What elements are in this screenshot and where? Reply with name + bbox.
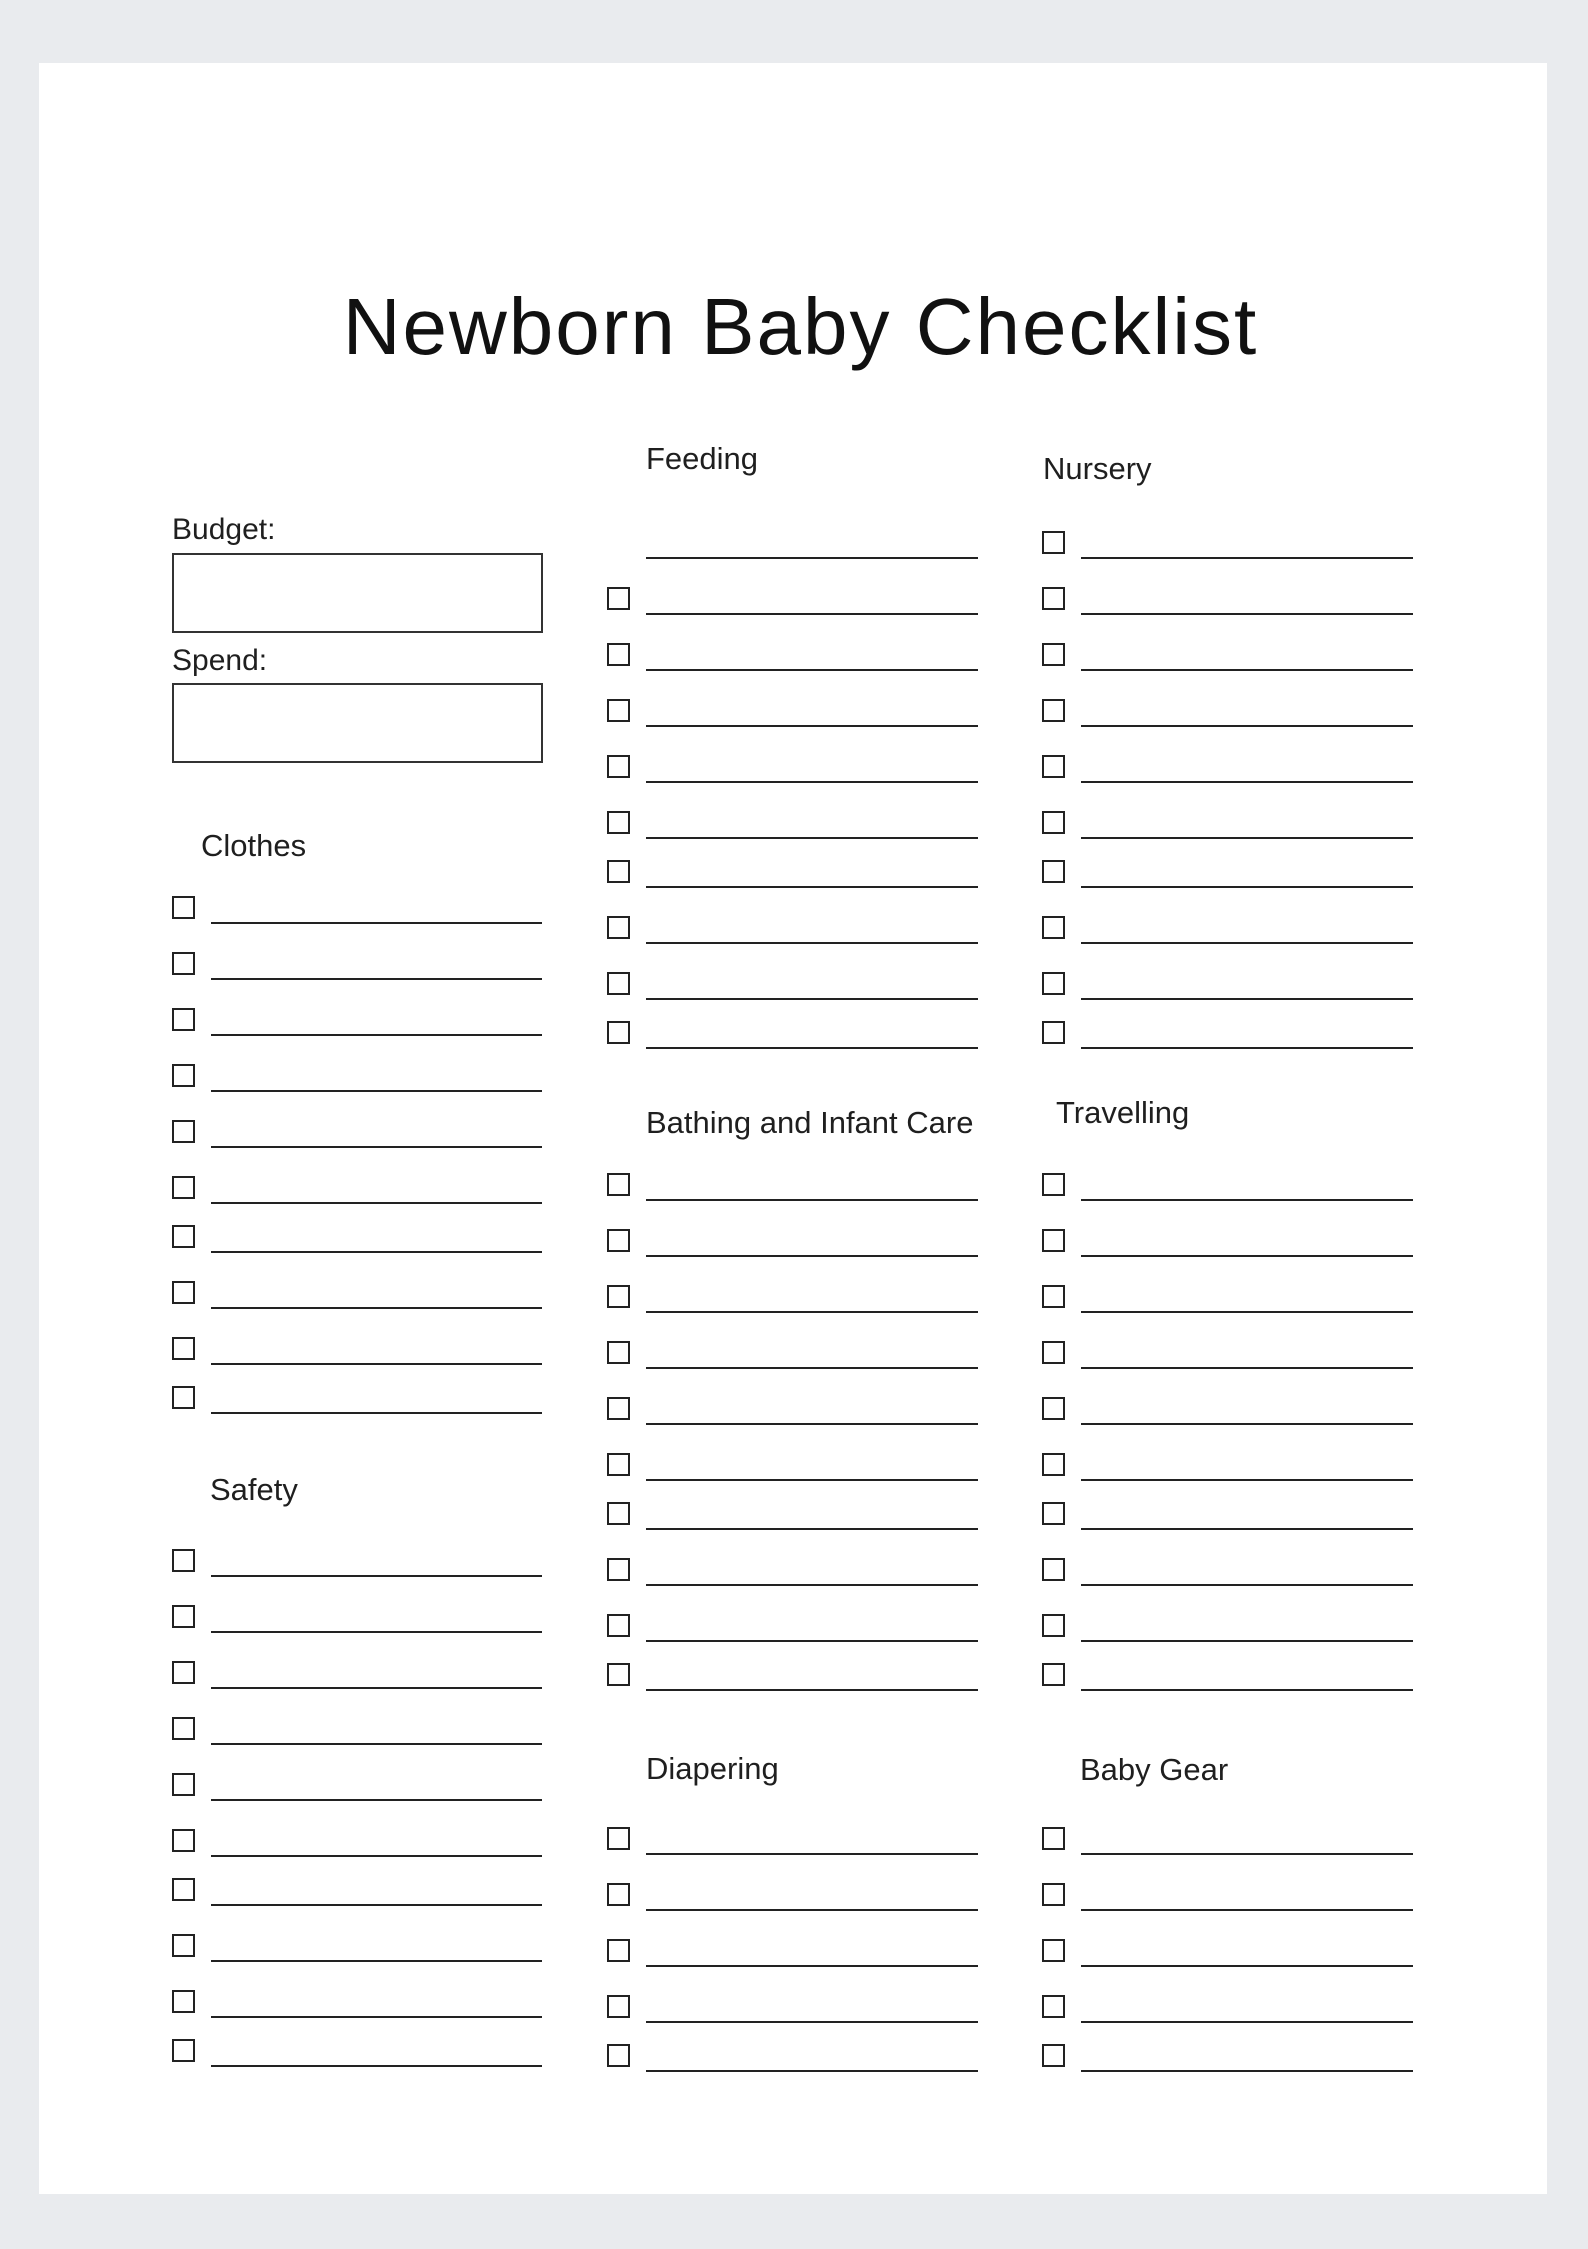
checklist-item [607, 1663, 978, 1695]
checkbox-icon[interactable] [172, 1281, 195, 1304]
checkbox-icon[interactable] [172, 1990, 195, 2013]
write-in-line[interactable] [211, 1631, 542, 1633]
checkbox-icon[interactable] [1042, 1502, 1065, 1525]
write-in-line[interactable] [646, 669, 978, 671]
write-in-line[interactable] [1081, 2021, 1413, 2023]
checklist-item [607, 1939, 978, 1971]
checkbox-icon[interactable] [172, 1064, 195, 1087]
checklist-item [1042, 1453, 1413, 1485]
checkbox-icon[interactable] [607, 1663, 630, 1686]
checklist-item [172, 1829, 542, 1861]
budget-label: Budget: [172, 513, 276, 546]
checklist-item [607, 643, 978, 675]
checkbox-icon[interactable] [607, 1502, 630, 1525]
checkbox-icon[interactable] [607, 587, 630, 610]
checkbox-icon[interactable] [607, 1285, 630, 1308]
checklist-item [1042, 1502, 1413, 1534]
checkbox-icon[interactable] [607, 1173, 630, 1196]
write-in-line[interactable] [646, 1479, 978, 1481]
checklist-item [607, 972, 978, 1004]
checklist-item [172, 1337, 542, 1369]
checkbox-icon[interactable] [172, 1773, 195, 1796]
write-in-line[interactable] [1081, 725, 1413, 727]
checkbox-icon[interactable] [1042, 1021, 1065, 1044]
checkbox-icon[interactable] [1042, 1229, 1065, 1252]
write-in-line[interactable] [1081, 613, 1413, 615]
checklist-item [1042, 1341, 1413, 1373]
checklist-item [1042, 1558, 1413, 1590]
write-in-line[interactable] [646, 557, 978, 559]
checkbox-icon[interactable] [1042, 1614, 1065, 1637]
checklist-item [607, 1341, 978, 1373]
write-in-line[interactable] [1081, 1479, 1413, 1481]
checkbox-icon[interactable] [172, 952, 195, 975]
checkbox-icon[interactable] [1042, 755, 1065, 778]
write-in-line[interactable] [1081, 942, 1413, 944]
section-heading-diapering: Diapering [646, 1751, 779, 1786]
checklist-item [1042, 531, 1413, 563]
checklist-item [1042, 1021, 1413, 1053]
section-heading-baby-gear: Baby Gear [1080, 1752, 1229, 1787]
write-in-line[interactable] [646, 886, 978, 888]
checklist-item [172, 1281, 542, 1313]
write-in-line[interactable] [646, 725, 978, 727]
checkbox-icon[interactable] [172, 1934, 195, 1957]
checkbox-icon[interactable] [607, 1021, 630, 1044]
write-in-line[interactable] [1081, 1255, 1413, 1257]
checkbox-icon[interactable] [172, 1661, 195, 1684]
checklist-item [607, 916, 978, 948]
write-in-line[interactable] [646, 1909, 978, 1911]
write-in-line[interactable] [211, 1799, 542, 1801]
checkbox-icon[interactable] [172, 1549, 195, 1572]
checklist-item [607, 1827, 978, 1859]
checklist-item [1042, 811, 1413, 843]
checkbox-icon[interactable] [1042, 1995, 1065, 2018]
write-in-line[interactable] [646, 1528, 978, 1530]
write-in-line[interactable] [211, 1412, 542, 1414]
write-in-line[interactable] [646, 1689, 978, 1691]
write-in-line[interactable] [1081, 669, 1413, 671]
write-in-line[interactable] [1081, 1199, 1413, 1201]
write-in-line[interactable] [211, 1146, 542, 1148]
checkbox-icon[interactable] [1042, 587, 1065, 610]
write-in-line[interactable] [646, 1199, 978, 1201]
checkbox-icon[interactable] [172, 1008, 195, 1031]
checkbox-icon[interactable] [607, 1229, 630, 1252]
checkbox-icon[interactable] [607, 1614, 630, 1637]
write-in-line[interactable] [1081, 1584, 1413, 1586]
checklist-item [1042, 972, 1413, 1004]
checklist-item [1042, 1173, 1413, 1205]
checklist-item [172, 1878, 542, 1910]
write-in-line[interactable] [211, 1090, 542, 1092]
write-in-line[interactable] [1081, 1367, 1413, 1369]
checklist-item [172, 1605, 542, 1637]
write-in-line[interactable] [211, 2016, 542, 2018]
checkbox-icon[interactable] [607, 643, 630, 666]
checklist-item [1042, 643, 1413, 675]
spend-label: Spend: [172, 644, 268, 677]
checklist-item [607, 1502, 978, 1534]
write-in-line[interactable] [646, 1853, 978, 1855]
checklist-page [39, 63, 1547, 2194]
checkbox-icon[interactable] [172, 896, 195, 919]
write-in-line[interactable] [1081, 1640, 1413, 1642]
write-in-line[interactable] [646, 781, 978, 783]
checklist-item [172, 1386, 542, 1418]
checklist-item [172, 1064, 542, 1096]
write-in-line[interactable] [211, 1687, 542, 1689]
section-heading-travelling: Travelling [1056, 1095, 1190, 1130]
checkbox-icon[interactable] [607, 1341, 630, 1364]
checklist-item [1042, 1229, 1413, 1261]
checklist-item [607, 1021, 978, 1053]
write-in-line[interactable] [1081, 1909, 1413, 1911]
spend-field[interactable] [172, 683, 543, 763]
write-in-line[interactable] [211, 978, 542, 980]
checklist-item [607, 860, 978, 892]
checkbox-icon[interactable] [172, 1386, 195, 1409]
checklist-item [172, 1934, 542, 1966]
checkbox-icon[interactable] [1042, 1173, 1065, 1196]
checkbox-icon[interactable] [172, 1337, 195, 1360]
checklist-item [607, 1229, 978, 1261]
checkbox-icon[interactable] [607, 2044, 630, 2067]
checklist-item [607, 1285, 978, 1317]
checklist-item [607, 1397, 978, 1429]
checklist-item [1042, 1397, 1413, 1429]
write-in-line[interactable] [646, 998, 978, 1000]
write-in-line[interactable] [646, 1047, 978, 1049]
section-heading-bathing: Bathing and Infant Care [646, 1105, 974, 1140]
write-in-line[interactable] [1081, 1528, 1413, 1530]
checkbox-icon[interactable] [607, 972, 630, 995]
checkbox-icon[interactable] [172, 2039, 195, 2062]
checkbox-icon[interactable] [607, 1939, 630, 1962]
write-in-line[interactable] [211, 1034, 542, 1036]
checklist-item [607, 1614, 978, 1646]
checklist-item [607, 1883, 978, 1915]
write-in-line[interactable] [646, 2021, 978, 2023]
write-in-line[interactable] [1081, 1689, 1413, 1691]
checklist-item [172, 1990, 542, 2022]
write-in-line[interactable] [646, 942, 978, 944]
write-in-line[interactable] [646, 1367, 978, 1369]
checklist-item [172, 1773, 542, 1805]
checkbox-icon[interactable] [607, 1883, 630, 1906]
write-in-line[interactable] [646, 1311, 978, 1313]
write-in-line[interactable] [1081, 998, 1413, 1000]
checkbox-icon[interactable] [607, 699, 630, 722]
write-in-line[interactable] [211, 1307, 542, 1309]
checklist-item [607, 699, 978, 731]
checkbox-icon[interactable] [1042, 531, 1065, 554]
checklist-item [1042, 1285, 1413, 1317]
write-in-line[interactable] [211, 1904, 542, 1906]
write-in-line[interactable] [211, 1575, 542, 1577]
checkbox-icon[interactable] [1042, 860, 1065, 883]
checkbox-icon[interactable] [1042, 699, 1065, 722]
section-heading-safety: Safety [210, 1472, 298, 1507]
write-in-line[interactable] [646, 837, 978, 839]
checkbox-icon[interactable] [1042, 1827, 1065, 1850]
checkbox-icon[interactable] [1042, 1341, 1065, 1364]
checkbox-icon[interactable] [172, 1605, 195, 1628]
checkbox-icon[interactable] [1042, 1663, 1065, 1686]
checklist-item [1042, 1827, 1413, 1859]
checklist-item [172, 1225, 542, 1257]
checkbox-icon[interactable] [1042, 1453, 1065, 1476]
checklist-item [172, 1717, 542, 1749]
checkbox-icon[interactable] [172, 1878, 195, 1901]
checklist-item [1042, 699, 1413, 731]
checklist-item [1042, 1939, 1413, 1971]
checklist-item [172, 896, 542, 928]
checkbox-icon[interactable] [172, 1717, 195, 1740]
checklist-item [1042, 860, 1413, 892]
checklist-item [172, 1549, 542, 1581]
write-in-line[interactable] [646, 1255, 978, 1257]
section-heading-nursery: Nursery [1043, 451, 1152, 486]
checkbox-icon[interactable] [1042, 643, 1065, 666]
checkbox-icon[interactable] [607, 916, 630, 939]
checklist-item [607, 2044, 978, 2076]
write-in-line[interactable] [211, 1202, 542, 1204]
checkbox-icon[interactable] [1042, 1285, 1065, 1308]
checkbox-icon[interactable] [607, 1397, 630, 1420]
write-in-line[interactable] [646, 1965, 978, 1967]
checkbox-icon[interactable] [607, 860, 630, 883]
checkbox-icon[interactable] [1042, 916, 1065, 939]
checklist-item [172, 1661, 542, 1693]
write-in-line[interactable] [1081, 2070, 1413, 2072]
checkbox-icon[interactable] [172, 1225, 195, 1248]
write-in-line[interactable] [211, 2065, 542, 2067]
checkbox-icon[interactable] [607, 755, 630, 778]
checklist-item [607, 1995, 978, 2027]
checklist-item [1042, 2044, 1413, 2076]
write-in-line[interactable] [1081, 886, 1413, 888]
section-heading-feeding: Feeding [646, 441, 759, 476]
checkbox-icon[interactable] [172, 1176, 195, 1199]
checklist-item [172, 1176, 542, 1208]
checkbox-icon[interactable] [172, 1120, 195, 1143]
checkbox-icon[interactable] [1042, 1558, 1065, 1581]
write-in-line[interactable] [211, 922, 542, 924]
section-heading-clothes: Clothes [201, 828, 307, 863]
checklist-item [1042, 1995, 1413, 2027]
checklist-item [172, 952, 542, 984]
write-in-line[interactable] [646, 1423, 978, 1425]
checklist-item [607, 1453, 978, 1485]
write-in-line[interactable] [1081, 1423, 1413, 1425]
checklist-item [1042, 587, 1413, 619]
checklist-item [607, 811, 978, 843]
write-in-line[interactable] [646, 1640, 978, 1642]
write-in-line[interactable] [1081, 1311, 1413, 1313]
checklist-item [607, 755, 978, 787]
checklist-item [607, 1173, 978, 1205]
checkbox-icon[interactable] [172, 1829, 195, 1852]
page-title: Newborn Baby Checklist [342, 282, 1259, 371]
write-in-line[interactable] [211, 1363, 542, 1365]
write-in-line[interactable] [1081, 1965, 1413, 1967]
write-in-line[interactable] [1081, 1047, 1413, 1049]
checkbox-icon[interactable] [1042, 1883, 1065, 1906]
checklist-item [1042, 1614, 1413, 1646]
checklist-item [1042, 916, 1413, 948]
checkbox-icon[interactable] [1042, 811, 1065, 834]
write-in-line[interactable] [211, 1960, 542, 1962]
checkbox-icon[interactable] [1042, 972, 1065, 995]
checkbox-icon[interactable] [1042, 2044, 1065, 2067]
write-in-line[interactable] [646, 613, 978, 615]
checkbox-icon[interactable] [607, 1453, 630, 1476]
checklist-item [1042, 1663, 1413, 1695]
checklist-item [172, 1120, 542, 1152]
write-in-line[interactable] [211, 1855, 542, 1857]
write-in-line[interactable] [646, 2070, 978, 2072]
checkbox-icon[interactable] [1042, 1397, 1065, 1420]
checkbox-icon[interactable] [607, 1995, 630, 2018]
checklist-item [172, 1008, 542, 1040]
write-in-line[interactable] [1081, 837, 1413, 839]
checklist-item [607, 587, 978, 619]
write-in-line[interactable] [1081, 557, 1413, 559]
checklist-item [172, 2039, 542, 2071]
checkbox-icon[interactable] [1042, 1939, 1065, 1962]
write-in-line[interactable] [211, 1743, 542, 1745]
write-in-line[interactable] [1081, 781, 1413, 783]
checklist-item [607, 531, 978, 563]
budget-field[interactable] [172, 553, 543, 633]
write-in-line[interactable] [211, 1251, 542, 1253]
checkbox-icon[interactable] [607, 811, 630, 834]
write-in-line[interactable] [646, 1584, 978, 1586]
write-in-line[interactable] [1081, 1853, 1413, 1855]
checklist-item [1042, 1883, 1413, 1915]
checklist-item [1042, 755, 1413, 787]
checklist-item [607, 1558, 978, 1590]
checkbox-icon[interactable] [607, 1827, 630, 1850]
checkbox-icon[interactable] [607, 1558, 630, 1581]
